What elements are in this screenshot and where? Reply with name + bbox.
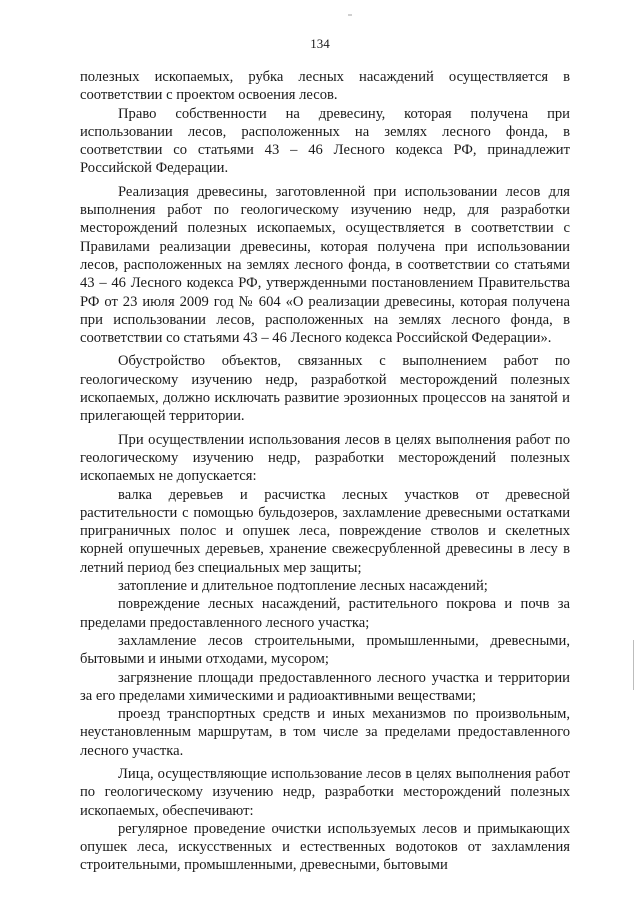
paragraph: При осуществлении использования лесов в целях выполнения работ по геологическому изучению недр, разработки месторождений полезных ископаемых не допускается: <box>80 431 570 485</box>
paragraph: Обустройство объектов, связанных с выполнением работ по геологическому изучению недр, разработкой месторождений полезных ископаемых, должно исключать развитие эрозионных процессов на занятой и прилегающей территории. <box>80 353 570 425</box>
paragraph: полезных ископаемых, рубка лесных насаждений осуществляется в соответствии с проектом освоения лесов. <box>80 69 570 104</box>
list-item: загрязнение площади предоставленного лесного участка и территории за его пределами химическими и радиоактивными веществами; <box>80 669 570 704</box>
paragraph: Лица, осуществляющие использование лесов в целях выполнения работ по геологическому изучению недр, разработки месторождений полезных ископаемых, обеспечивают: <box>80 765 570 819</box>
list-item: затопление и длительное подтопление лесных насаждений; <box>118 578 488 595</box>
list-item: проезд транспортных средств и иных механизмов по произвольным, неустановленным маршрутам, в том числе за пределами предоставленного лесного участка. <box>80 706 570 759</box>
paragraph: Реализация древесины, заготовленной при использовании лесов для выполнения работ по геологическому изучению недр, для разработки месторождений полезных ископаемых, осуществляется в соответствии с Правилами реализации древесины, которая получена при использовании лесов, расположенных на землях лесного фонда, в соответствии со статьями 43 – 46 Лесного кодекса РФ, утвержденными постановлением Правительства РФ от 23 июля 2009 год № 604 «О реализации древесины, которая получена при использовании лесов, расположенных на землях лесного фонда, в соответствии со статьями 43 – 46 Лесного кодекса Российской Федерации». <box>80 183 570 347</box>
page-number: 134 <box>310 36 330 51</box>
list-item: повреждение лесных насаждений, растительного покрова и почв за пределами предоставленного лесного участка; <box>80 596 570 631</box>
scan-speck <box>348 14 352 16</box>
paragraph: Право собственности на древесину, которая получена при использовании лесов, расположенных на землях лесного фонда, в соответствии со статьями 43 – 46 Лесного кодекса РФ, принадлежит Российской Федерации. <box>80 105 570 177</box>
scan-edge-line <box>633 640 634 690</box>
list-item: валка деревьев и расчистка лесных участков от древесной растительности с помощью бульдозеров, захламление древесными остатками приграничных полос и опушек леса, повреждение стволов и скелетных корней опушечных деревьев, хранение свежесрубленной древесины в лесу в летний период без специальных мер защиты; <box>80 486 570 576</box>
document-body <box>80 68 570 875</box>
list-item: захламление лесов строительными, промышленными, древесными, бытовыми и иными отходами, мусором; <box>80 632 570 668</box>
list-item: регулярное проведение очистки используемых лесов и примыкающих опушек леса, искусственных и естественных водотоков от захламления строительными, промышленными, древесными, бытовыми <box>80 820 570 874</box>
